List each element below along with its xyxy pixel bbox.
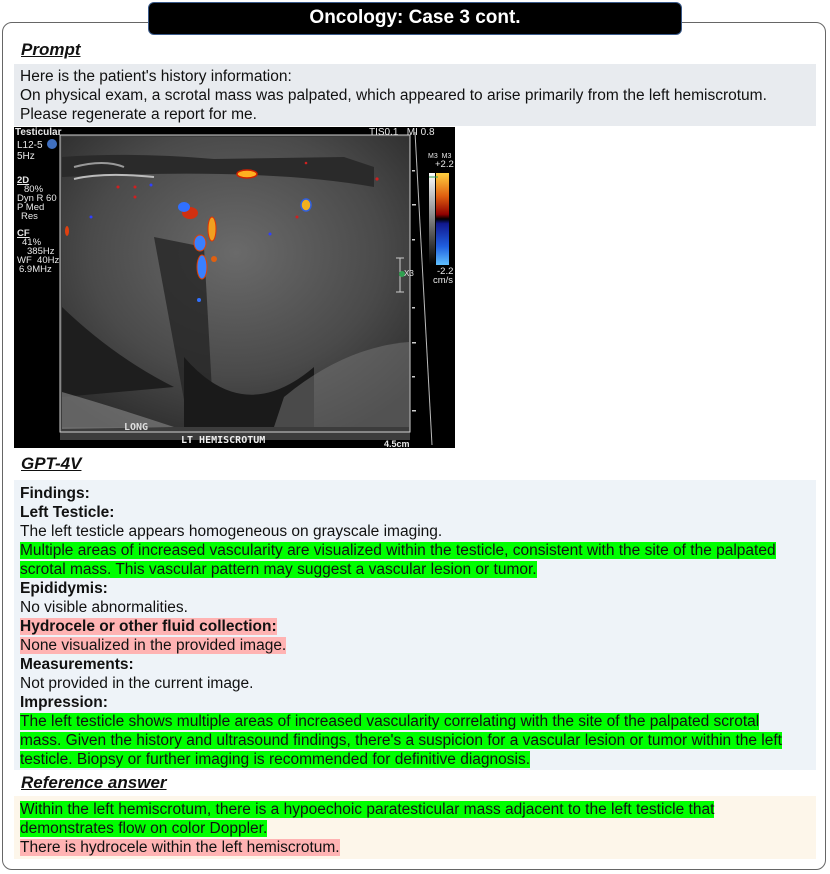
prompt-line: Here is the patient's history information: (20, 68, 292, 85)
probe-indicator-icon (47, 139, 57, 149)
us-dyn-range: Dyn R 60 (17, 193, 57, 204)
us-2d-gain: 80% (24, 184, 44, 195)
impression-text-match: mass. Given the history and ultrasound findings, there's a suspicion for a vascular lesion or tumor within the left (20, 732, 782, 749)
us-2d-label: 2D (17, 175, 30, 186)
us-annotation: LT HEMISCROTUM (181, 435, 266, 446)
us-scale-unit: cm/s (433, 275, 454, 286)
prompt-box (14, 64, 816, 126)
grayscale-bar (429, 173, 435, 265)
us-scale-label: M3 M3 (428, 153, 452, 160)
page-title: Oncology: Case 3 cont. (148, 2, 682, 35)
us-prf: 385Hz (27, 246, 55, 257)
left-testicle-text: The left testicle appears homogeneous on grayscale imaging. (20, 523, 443, 540)
us-frequency: 6.9MHz (19, 264, 52, 275)
vascularity-text-match: Multiple areas of increased vascularity are visualized within the testicle, consistent with the site of the palpated (20, 542, 776, 559)
reference-text-match: demonstrates flow on color Doppler. (20, 820, 268, 837)
gpt4v-heading: GPT-4V (21, 454, 82, 473)
left-testicle-label: Left Testicle: (20, 504, 115, 521)
vascularity-text-match: scrotal mass. This vascular pattern may suggest a vascular lesion or tumor. (20, 561, 537, 578)
impression-label: Impression: (20, 694, 108, 711)
gpt4v-response-box (14, 480, 816, 770)
hydrocele-text-mismatch: None visualized in the provided image. (20, 637, 287, 654)
doppler-color-scale (436, 173, 449, 265)
ultrasound-image (14, 127, 455, 448)
us-cf-label: CF (17, 228, 30, 239)
us-depth: 4.5cm (384, 439, 410, 448)
hydrocele-label-mismatch: Hydrocele or other fluid collection: (20, 618, 277, 635)
reference-text-mismatch: There is hydrocele within the left hemiscrotum. (20, 839, 340, 856)
us-probe: L12-5 (17, 140, 43, 151)
us-res: Res (21, 211, 38, 222)
impression-text-match: testicle. Biopsy or further imaging is recommended for definitive diagnosis. (20, 751, 531, 768)
impression-text-match: The left testicle shows multiple areas of increased vascularity correlating with the site of the palpated scrotal (20, 713, 760, 730)
reference-answer-box (14, 796, 816, 859)
us-scale-min: -2.2 (437, 266, 454, 277)
reference-text-match: Within the left hemiscrotum, there is a hypoechoic paratesticular mass adjacent to the left testicle that (20, 801, 715, 818)
us-tis-mi: TIS0.1 MI 0.8 (369, 127, 435, 138)
reference-heading: Reference answer (21, 773, 167, 792)
us-frame-rate: 5Hz (17, 151, 35, 162)
ultrasound-scan-graphic (14, 127, 455, 448)
prompt-line: Please regenerate a report for me. (20, 106, 257, 123)
epididymis-label: Epididymis: (20, 580, 108, 597)
us-cf-gain: 41% (22, 237, 42, 248)
us-preset: Testicular (15, 127, 62, 138)
us-scale-max: +2.2 (435, 159, 454, 170)
us-persistence: P Med (17, 202, 45, 213)
epididymis-text: No visible abnormalities. (20, 599, 188, 616)
prompt-heading: Prompt (21, 40, 81, 59)
prompt-line: On physical exam, a scrotal mass was palpated, which appeared to arise primarily from the left hemiscrotum. (20, 87, 767, 104)
us-focus-label: X3 (404, 269, 414, 278)
us-wall-filter: WF 40Hz (17, 255, 60, 266)
measurements-label: Measurements: (20, 656, 134, 673)
measurements-text: Not provided in the current image. (20, 675, 254, 692)
findings-label: Findings: (20, 485, 90, 502)
us-orientation: LONG (124, 422, 149, 433)
